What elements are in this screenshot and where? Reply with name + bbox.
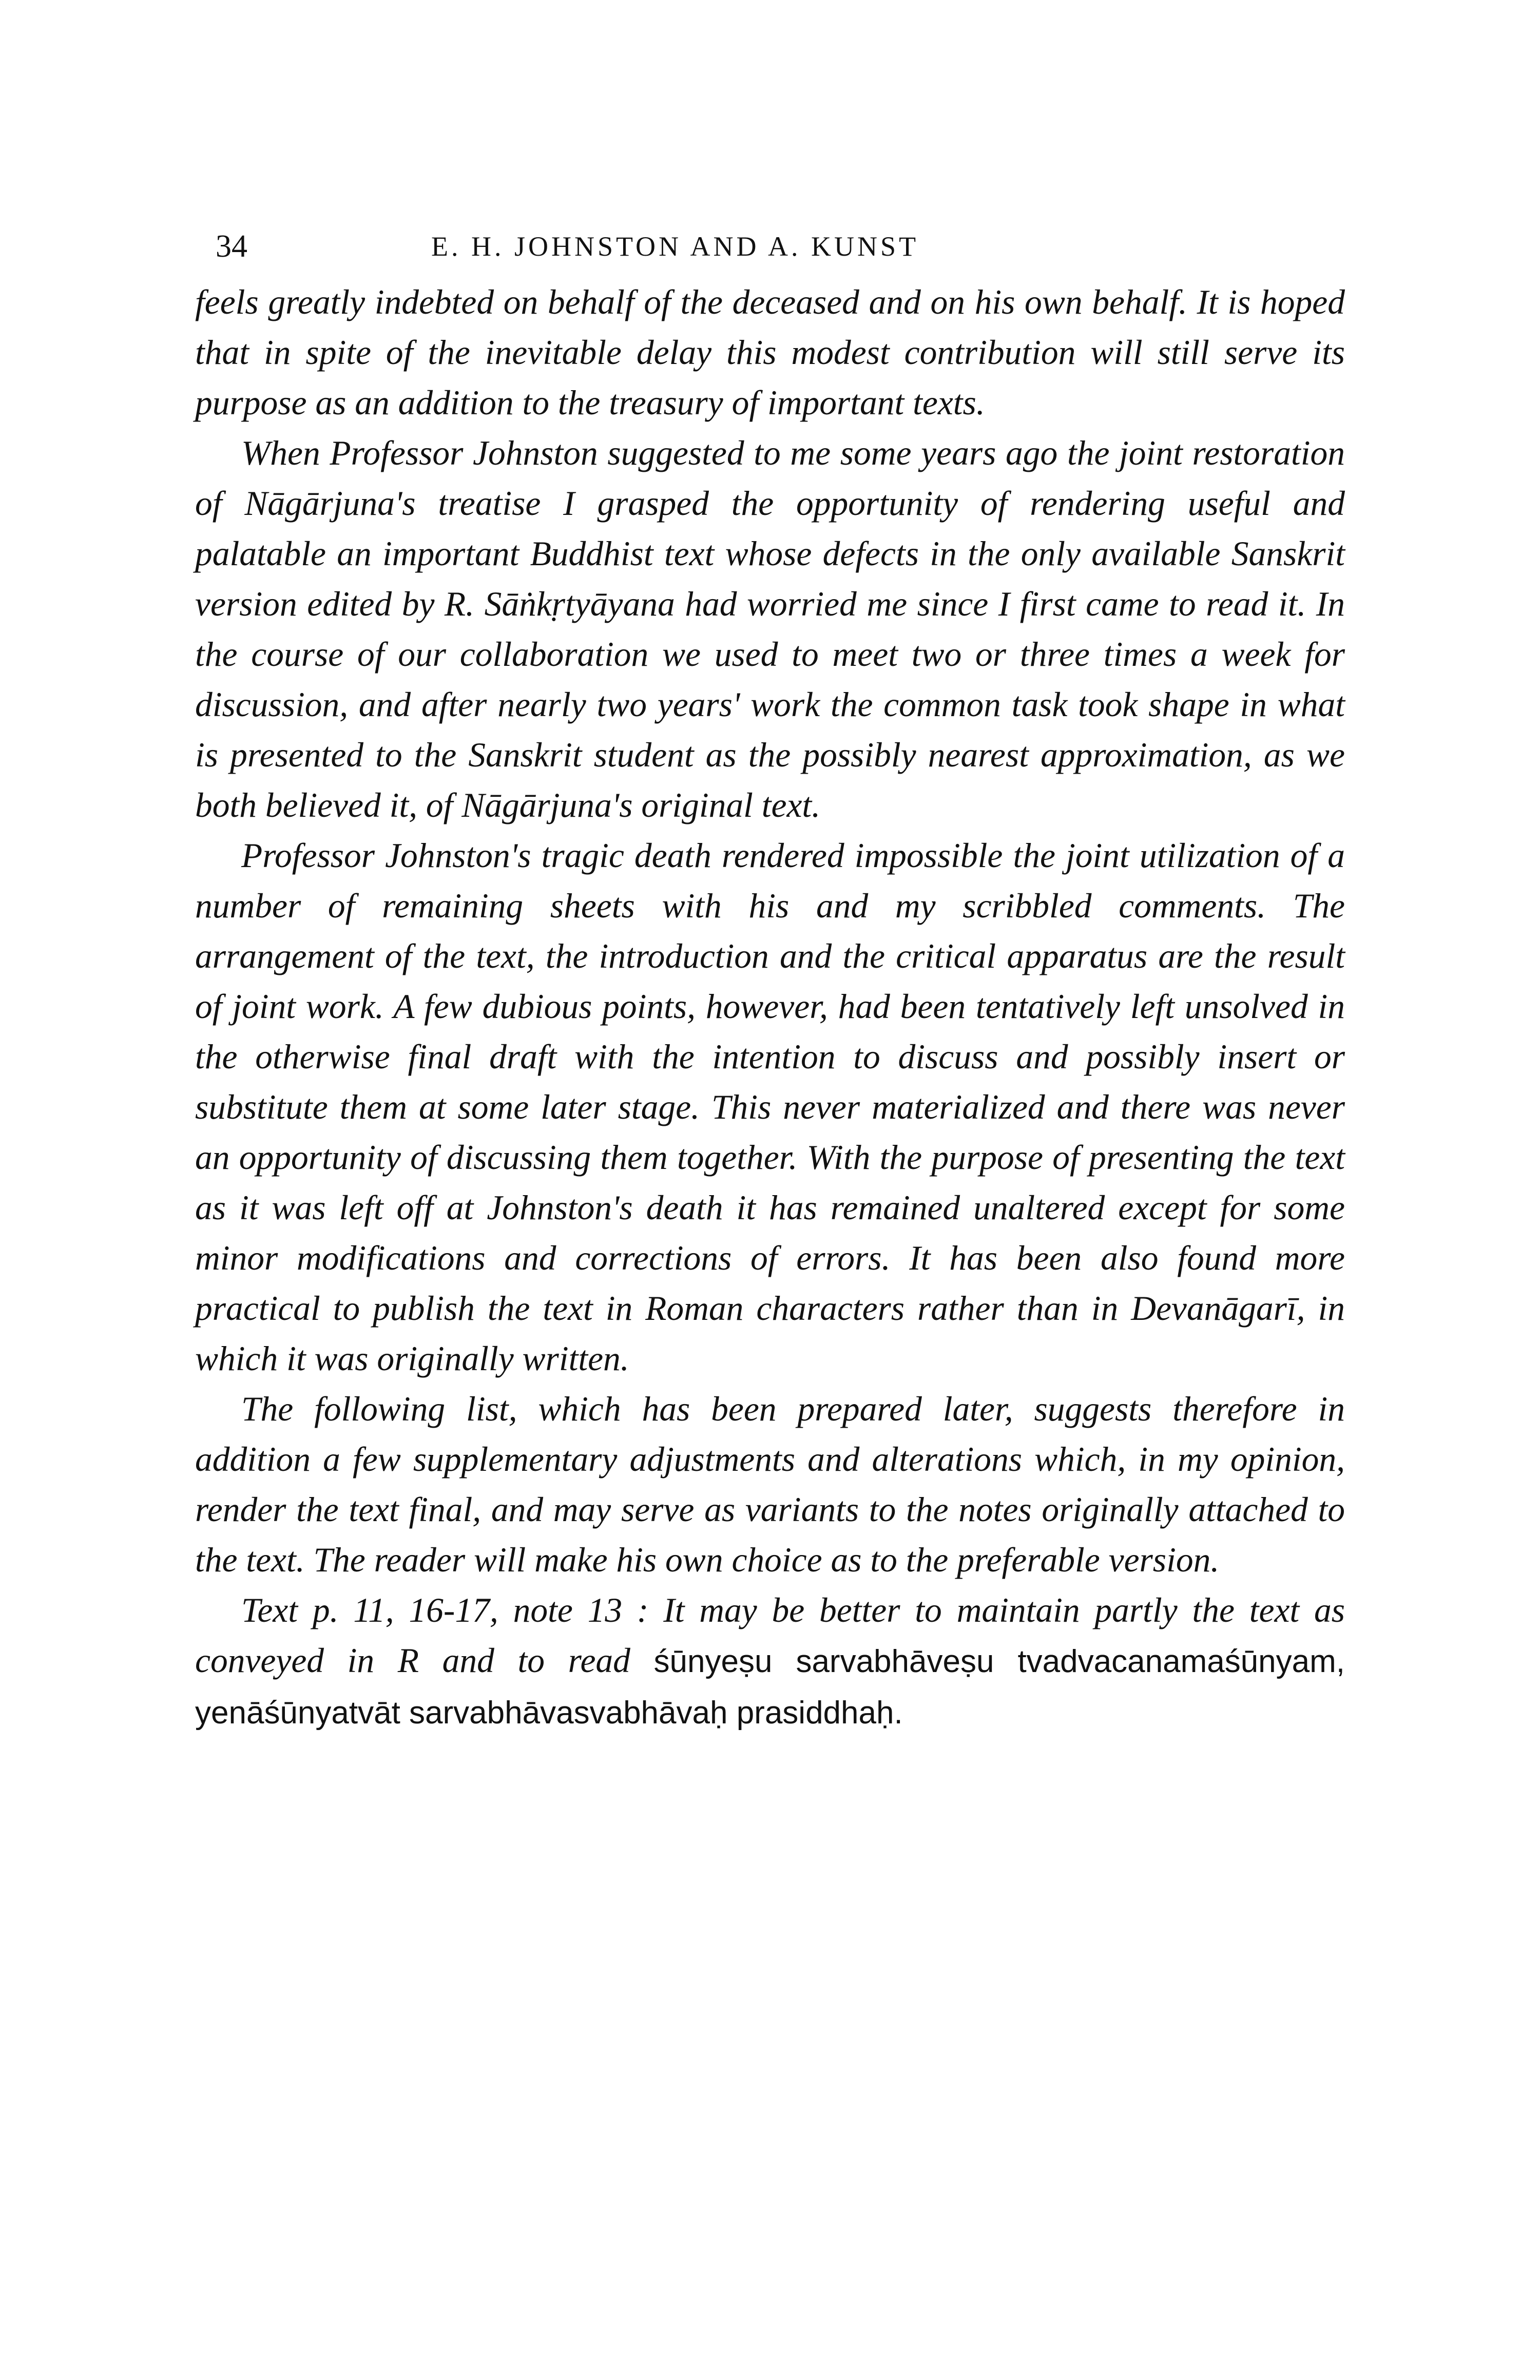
body-text (195, 277, 1345, 1738)
note-italic-text: Text p. 11, 16-17, note 13 : It may be better to maintain partly the text as conveyed in R and to read (195, 1591, 1345, 1680)
page-number: 34 (216, 229, 247, 264)
note-sanskrit-text: śūnyeṣu sarvabhāveṣu tvadvacanamaśūnyam, yenāśūnyatvāt sarvabhāvasvabhāvaḥ prasiddhaḥ. (195, 1644, 1345, 1731)
paragraph-following-list: The following list, which has been prepared later, suggests therefore in addition a few supplementary adjustments and alterations which, in my opinion, render the text final, and may serve as variants to the notes originally attached to the text. The reader will make his own choice as to the preferable version. (195, 1390, 1345, 1579)
paragraph-text-note (195, 1585, 1345, 1738)
running-title: E. H. JOHNSTON AND A. KUNST (431, 231, 919, 262)
paragraph-collaboration: When Professor Johnston suggested to me some years ago the joint restoration of Nāgārjuna's treatise I grasped the opportunity of rendering useful and palatable an important Buddhist text whose defects in the only available Sanskrit version edited by R. Sāṅkṛtyāyana had worried me since I first came to read it. In the course of our collaboration we used to meet two or three times a week for discussion, and after nearly two years' work the common task took shape in what is presented to the Sanskrit student as the possibly nearest approximation, as we both believed it, of Nāgārjuna's original text. (195, 434, 1345, 824)
paragraph-johnston-death: Professor Johnston's tragic death rendered impossible the joint utilization of a number of remaining sheets with his and my scribbled comments. The arrangement of the text, the introduction and the critical apparatus are the result of joint work. A few dubious points, however, had been tentatively left unsolved in the otherwise final draft with the intention to discuss and possibly insert or substitute them at some later stage. This never materialized and there was never an opportunity of discussing them together. With the purpose of presenting the text as it was left off at Johnston's death it has remained unaltered except for some minor modifications and corrections of errors. It has been also found more practical to publish the text in Roman characters rather than in Devanāgarī, in which it was originally written. (195, 836, 1345, 1378)
paragraph-continuation: feels greatly indebted on behalf of the deceased and on his own behalf. It is hoped that in spite of the inevitable delay this modest contribution will still serve its purpose as an addition to the treasury of important texts. (195, 283, 1345, 422)
running-head (216, 226, 1355, 267)
